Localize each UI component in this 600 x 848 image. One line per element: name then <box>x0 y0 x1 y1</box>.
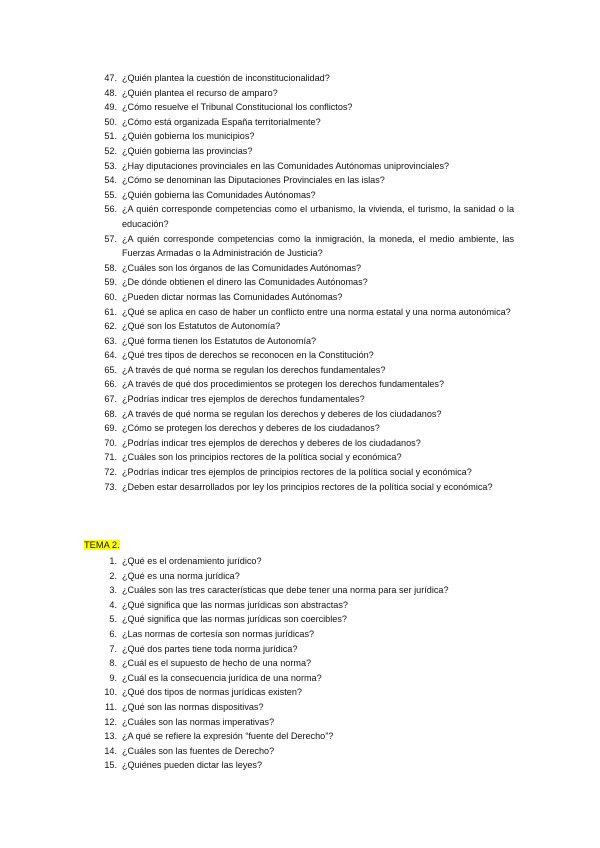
item-number: 61. <box>104 306 117 317</box>
list-item <box>84 671 514 686</box>
list-item <box>84 173 514 188</box>
item-number: 11. <box>105 701 117 712</box>
list-item <box>84 144 514 159</box>
item-number: 5. <box>109 614 117 625</box>
item-number: 66. <box>104 379 117 390</box>
section-heading-label: TEMA 2. <box>84 540 120 550</box>
question-list-tema-2 <box>84 554 514 773</box>
item-number: 55. <box>104 189 117 200</box>
item-question: ¿Las normas de cortesía son normas jurídicas? <box>122 628 315 639</box>
item-question: ¿Hay diputaciones provinciales en las Comunidades Autónomas uniprovinciales? <box>122 160 450 171</box>
list-item <box>84 261 514 276</box>
item-question: ¿Cuáles son los órganos de las Comunidades Autónomas? <box>122 262 362 273</box>
item-question: ¿Quiénes pueden dictar las leyes? <box>122 760 263 771</box>
item-number: 12. <box>104 716 117 727</box>
item-question: ¿Qué dos partes tiene toda norma jurídica? <box>122 643 298 654</box>
item-number: 64. <box>104 350 117 361</box>
item-question: ¿Cómo resuelve el Tribunal Constitucional los conflictos? <box>122 102 353 113</box>
list-item <box>84 129 514 144</box>
item-number: 53. <box>104 160 117 171</box>
item-number: 63. <box>104 335 117 346</box>
list-item <box>84 392 514 407</box>
list-item <box>84 583 514 598</box>
item-number: 15. <box>104 760 117 771</box>
list-item <box>84 480 514 495</box>
list-item <box>84 71 514 86</box>
list-item <box>84 290 514 305</box>
list-item <box>84 598 514 613</box>
item-number: 49. <box>104 102 117 113</box>
list-item <box>84 700 514 715</box>
item-number: 65. <box>104 364 117 375</box>
item-number: 52. <box>104 145 117 156</box>
item-question: ¿Cuál es el supuesto de hecho de una norma? <box>122 658 312 669</box>
item-question: ¿Qué es el ordenamiento jurídico? <box>122 556 262 566</box>
item-question: ¿Quién plantea el recurso de amparo? <box>122 87 278 98</box>
item-number: 14. <box>104 745 117 756</box>
item-question: ¿A través de qué norma se regulan los derechos y deberes de los ciudadanos? <box>122 408 442 419</box>
item-number: 2. <box>109 570 117 581</box>
list-item <box>84 100 514 115</box>
list-item <box>84 569 514 584</box>
list-item <box>84 159 514 174</box>
item-number: 58. <box>104 262 117 273</box>
list-item <box>84 758 514 773</box>
item-question: ¿Quién gobierna los municipios? <box>122 131 255 142</box>
item-question: ¿Qué es una norma jurídica? <box>122 570 240 581</box>
item-question: ¿Deben estar desarrollados por ley los principios rectores de la política social y económica? <box>122 481 493 492</box>
list-item <box>84 642 514 657</box>
question-list-tema-1 <box>84 71 514 494</box>
item-number: 70. <box>104 437 117 448</box>
list-item <box>84 627 514 642</box>
list-item <box>84 334 514 349</box>
item-question: ¿Podrías indicar tres ejemplos de derechos y deberes de los ciudadanos? <box>122 437 421 448</box>
item-question: ¿A qué se refiere la expresión “fuente del Derecho”? <box>122 731 334 742</box>
item-number: 6. <box>109 628 117 639</box>
list-item <box>84 275 514 290</box>
item-number: 73. <box>104 481 117 492</box>
item-number: 51. <box>104 131 117 142</box>
item-question: ¿De dónde obtienen el dinero las Comunidades Autónomas? <box>122 277 368 288</box>
item-number: 68. <box>104 408 117 419</box>
item-question: ¿Qué forma tienen los Estatutos de Autonomía? <box>122 335 317 346</box>
list-item <box>84 421 514 436</box>
item-question: ¿A quién corresponde competencias como el urbanismo, la vivienda, el turismo, la sanidad o la educación? <box>122 204 514 229</box>
list-item <box>84 115 514 130</box>
item-number: 71. <box>104 452 117 463</box>
item-question: ¿Quién gobierna las provincias? <box>122 145 253 156</box>
item-number: 7. <box>109 643 117 654</box>
item-number: 54. <box>104 175 117 186</box>
item-number: 47. <box>104 73 117 83</box>
item-question: ¿A quién corresponde competencias como la inmigración, la moneda, el medio ambiente, las Fuerzas Armadas o la Administración de Justicia? <box>122 233 514 259</box>
item-question: ¿Qué dos tipos de normas jurídicas existen? <box>122 687 302 698</box>
list-item <box>84 202 514 231</box>
item-question: ¿Qué tres tipos de derechos se reconocen en la Constitución? <box>122 350 374 361</box>
item-question: ¿Cómo está organizada España territorialmente? <box>122 116 321 127</box>
list-item <box>84 407 514 422</box>
item-question: ¿Cómo se protegen los derechos y deberes de los ciudadanos? <box>122 423 380 434</box>
item-number: 1. <box>109 556 117 566</box>
list-item <box>84 86 514 101</box>
item-question: ¿Cuáles son las tres características que debe tener una norma para ser jurídica? <box>122 585 449 596</box>
list-item <box>84 612 514 627</box>
list-item <box>84 377 514 392</box>
item-question: ¿Podrías indicar tres ejemplos de principios rectores de la política social y económica? <box>122 467 472 478</box>
item-question: ¿Cuáles son las normas imperativas? <box>122 716 275 727</box>
item-number: 13. <box>104 731 117 742</box>
list-item <box>84 319 514 334</box>
item-number: 62. <box>104 321 117 332</box>
list-item <box>84 450 514 465</box>
list-item <box>84 729 514 744</box>
item-number: 48. <box>104 87 117 98</box>
item-question: ¿Qué son los Estatutos de Autonomía? <box>122 321 281 332</box>
item-number: 10. <box>104 687 117 698</box>
item-question: ¿Podrías indicar tres ejemplos de derechos fundamentales? <box>122 394 365 405</box>
list-item <box>84 685 514 700</box>
item-question: ¿Quién plantea la cuestión de inconstitucionalidad? <box>122 73 330 83</box>
item-question: ¿Cómo se denominan las Diputaciones Provinciales en las islas? <box>122 175 385 186</box>
item-question: ¿Cuál es la consecuencia jurídica de una norma? <box>122 672 322 683</box>
list-item <box>84 554 514 569</box>
list-item <box>84 436 514 451</box>
item-question: ¿Pueden dictar normas las Comunidades Autónomas? <box>122 291 343 302</box>
item-question: ¿A través de qué norma se regulan los derechos fundamentales? <box>122 364 386 375</box>
item-number: 3. <box>109 585 117 596</box>
item-number: 67. <box>104 394 117 405</box>
list-item <box>84 348 514 363</box>
list-item <box>84 744 514 759</box>
item-number: 69. <box>104 423 117 434</box>
list-item <box>84 465 514 480</box>
item-number: 50. <box>104 116 117 127</box>
item-question: ¿Cuáles son las fuentes de Derecho? <box>122 745 275 756</box>
section-heading <box>84 538 120 552</box>
item-number: 60. <box>104 291 117 302</box>
item-number: 56. <box>104 204 117 215</box>
item-number: 9. <box>109 672 117 683</box>
item-number: 59. <box>104 277 117 288</box>
list-item <box>84 656 514 671</box>
item-number: 4. <box>109 599 117 610</box>
item-question: ¿A través de qué dos procedimientos se protegen los derechos fundamentales? <box>122 379 445 390</box>
list-item <box>84 715 514 730</box>
item-question: ¿Qué significa que las normas jurídicas son abstractas? <box>122 599 348 610</box>
list-item <box>84 232 514 261</box>
item-number: 8. <box>109 658 117 669</box>
list-item <box>84 188 514 203</box>
item-question: ¿Cuáles son los principios rectores de la política social y económica? <box>122 452 402 463</box>
item-question: ¿Quién gobierna las Comunidades Autónomas? <box>122 189 316 200</box>
item-question: ¿Qué significa que las normas jurídicas son coercibles? <box>122 614 347 625</box>
list-item <box>84 363 514 378</box>
item-number: 72. <box>104 467 117 478</box>
item-number: 57. <box>104 233 117 244</box>
item-question: ¿Qué se aplica en caso de haber un conflicto entre una norma estatal y una norma autonómica? <box>122 306 511 317</box>
item-question: ¿Qué son las normas dispositivas? <box>122 701 264 712</box>
list-item <box>84 305 514 320</box>
